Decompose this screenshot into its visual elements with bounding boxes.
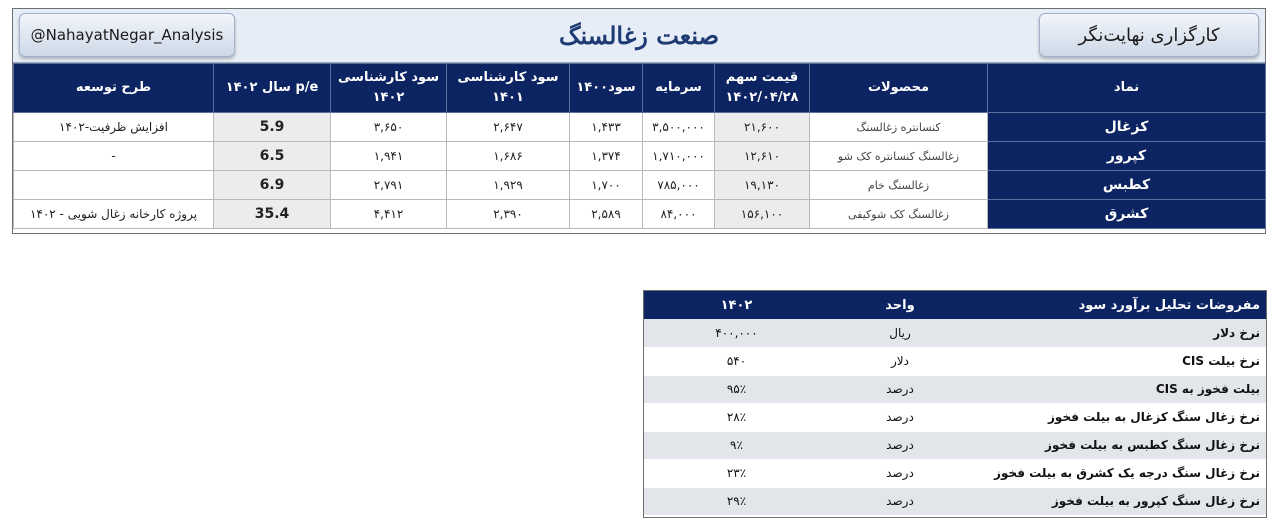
col-profit1402: سود کارشناسی ۱۴۰۲ [331,64,447,113]
list-item [644,487,1266,515]
cell-price: ۱۹,۱۳۰ [715,171,810,200]
cell-capital: ۱,۷۱۰,۰۰۰ [643,142,715,171]
cell-capital: ۳,۵۰۰,۰۰۰ [643,113,715,142]
table-row [14,200,1266,229]
col-capital: سرمایه [643,64,715,113]
col-symbol: نماد [988,64,1266,113]
handle-button[interactable]: @NahayatNegar_Analysis [19,13,235,57]
cell-profit1400: ۱,۳۷۴ [570,142,643,171]
col-plan: طرح توسعه [14,64,214,113]
col-pe: p/e سال ۱۴۰۲ [214,64,331,113]
assumption-value: ۹۵٪ [644,375,829,403]
assumptions-header-row [644,291,1266,319]
cell-profit1400: ۲,۵۸۹ [570,200,643,229]
col-profit1401: سود کارشناسی ۱۴۰۱ [447,64,570,113]
header-banner [13,9,1265,63]
list-item [644,431,1266,459]
list-item [644,403,1266,431]
cell-profit1401: ۲,۳۹۰ [447,200,570,229]
table-row [14,113,1266,142]
col-price: قیمت سهم ۱۴۰۲/۰۴/۲۸ [715,64,810,113]
col-profit1400: سود۱۴۰۰ [570,64,643,113]
table-row [14,171,1266,200]
list-item [644,347,1266,375]
cell-product: زغالسنگ کنسانتره کک شو [810,142,988,171]
cell-product: زغالسنگ خام [810,171,988,200]
assumption-name: نرخ زغال سنگ کزغال به بیلت فخوز [971,403,1266,431]
assumption-value: ۹٪ [644,431,829,459]
col-product: محصولات [810,64,988,113]
assumptions-unit-header: واحد [829,291,971,319]
list-item [644,375,1266,403]
assumption-unit: درصد [829,375,971,403]
cell-capital: ۸۴,۰۰۰ [643,200,715,229]
cell-profit1402: ۲,۷۹۱ [331,171,447,200]
cell-profit1401: ۲,۶۴۷ [447,113,570,142]
list-item [644,459,1266,487]
table-row [14,142,1266,171]
assumption-unit: دلار [829,347,971,375]
cell-symbol: کزغال [988,113,1266,142]
cell-plan: - [14,142,214,171]
cell-price: ۱۵۶,۱۰۰ [715,200,810,229]
cell-symbol: کطبس [988,171,1266,200]
brand-button[interactable]: کارگزاری نهایت‌نگر [1039,13,1259,57]
cell-plan [14,171,214,200]
cell-symbol: کپرور [988,142,1266,171]
cell-pe: 6.9 [214,171,331,200]
table-header-row [14,64,1266,113]
assumption-unit: درصد [829,459,971,487]
assumption-name: نرخ زغال سنگ کطبس به بیلت فخوز [971,431,1266,459]
assumption-name: نرخ زغال سنگ کپرور به بیلت فخوز [971,487,1266,515]
assumption-unit: درصد [829,487,971,515]
assumption-name: نرخ زغال سنگ درجه یک کشرق به بیلت فخوز [971,459,1266,487]
cell-product: زغالسنگ کک شوکیفی [810,200,988,229]
cell-profit1400: ۱,۴۳۳ [570,113,643,142]
cell-price: ۲۱,۶۰۰ [715,113,810,142]
assumption-name: نرخ دلار [971,319,1266,347]
cell-pe: 5.9 [214,113,331,142]
cell-profit1402: ۳,۶۵۰ [331,113,447,142]
assumption-name: نرخ بیلت CIS [971,347,1266,375]
assumptions-panel [643,290,1267,518]
assumption-value: ۲۹٪ [644,487,829,515]
cell-price: ۱۲,۶۱۰ [715,142,810,171]
industry-panel [12,8,1266,234]
assumption-unit: درصد [829,431,971,459]
cell-profit1401: ۱,۹۲۹ [447,171,570,200]
list-item [644,319,1266,347]
cell-profit1401: ۱,۶۸۶ [447,142,570,171]
cell-profit1402: ۴,۴۱۲ [331,200,447,229]
cell-plan: افزایش ظرفیت-۱۴۰۲ [14,113,214,142]
assumptions-year-header: ۱۴۰۲ [644,291,829,319]
assumption-value: ۲۳٪ [644,459,829,487]
cell-pe: 35.4 [214,200,331,229]
cell-symbol: کشرق [988,200,1266,229]
cell-profit1400: ۱,۷۰۰ [570,171,643,200]
assumption-value: ۲۸٪ [644,403,829,431]
page-title: صنعت زغالسنگ [558,20,720,50]
cell-product: کنسانتره زغالسنگ [810,113,988,142]
cell-plan: پروژه کارخانه زغال شویی - ۱۴۰۲ [14,200,214,229]
assumption-unit: درصد [829,403,971,431]
cell-profit1402: ۱,۹۴۱ [331,142,447,171]
assumptions-title: مفروضات تحلیل برآورد سود [971,291,1266,319]
cell-capital: ۷۸۵,۰۰۰ [643,171,715,200]
assumption-name: بیلت فخوز به CIS [971,375,1266,403]
assumption-value: ۴۰۰,۰۰۰ [644,319,829,347]
assumption-value: ۵۴۰ [644,347,829,375]
assumption-unit: ریال [829,319,971,347]
assumptions-table [644,291,1266,516]
cell-pe: 6.5 [214,142,331,171]
companies-table [13,63,1266,229]
